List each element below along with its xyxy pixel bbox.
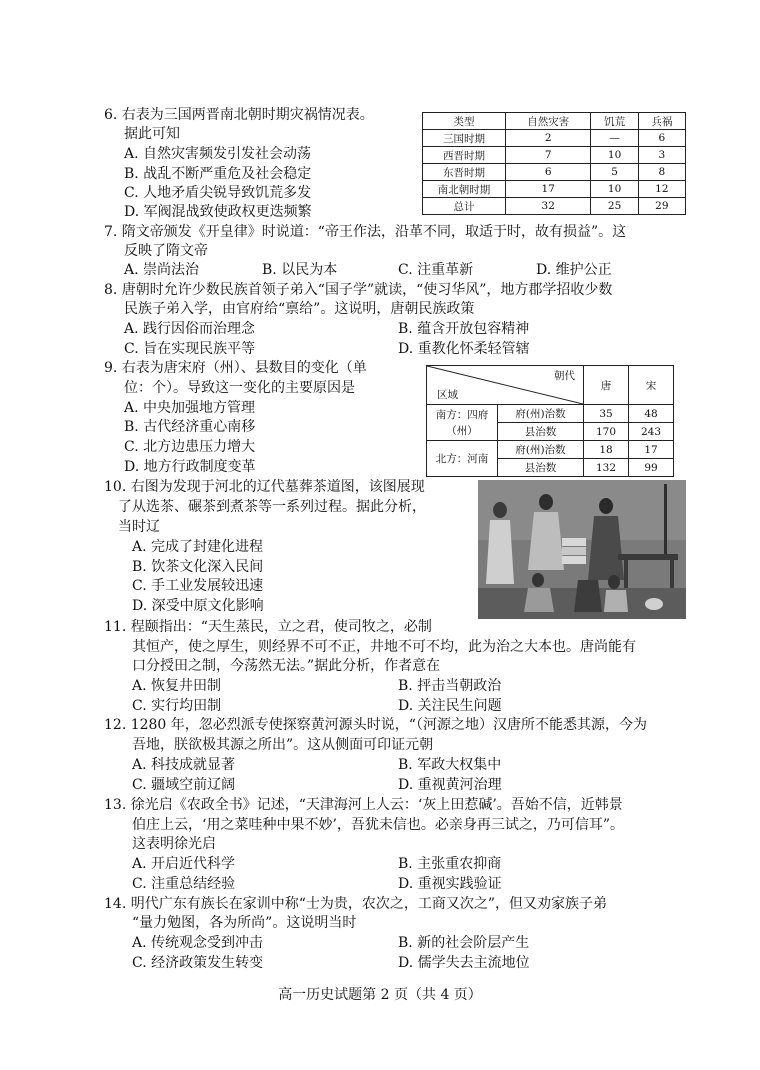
q14-option-b: B. 新的社会阶层产生	[398, 935, 530, 951]
q7-option-b: B. 以民为本	[262, 262, 338, 278]
table-cell: 西晋时期	[423, 147, 506, 164]
q9-option-b: B. 古代经济重心南移	[124, 419, 256, 435]
table-cell: 3	[638, 147, 685, 164]
q6-stem-line2: 据此可知	[124, 126, 180, 142]
table-row	[423, 198, 686, 215]
table-cell: 17	[629, 441, 674, 459]
table-cell: 5	[591, 164, 638, 181]
q11-stem-line1: 11. 程颐指出：“天生蒸民，立之君，使司牧之，必制	[104, 619, 432, 635]
table-header: 自然灾害	[506, 113, 591, 130]
q8-option-d: D. 重教化怀柔轻管辖	[398, 341, 530, 357]
q7-option-a: A. 崇尚法治	[124, 262, 200, 278]
q8-stem-line2: 民族子弟入学，由官府给“禀给”。这说明，唐朝民族政策	[124, 301, 475, 317]
q9-county-table	[426, 365, 674, 477]
q10-option-c: C. 手工业发展较迅速	[132, 578, 264, 594]
table-cell: 35	[584, 405, 629, 423]
table-cell: 8	[638, 164, 685, 181]
q14-stem-line1: 14. 明代广东有族长在家训中称“士为贵，农次之，工商又次之”，但又劝家族子弟	[104, 896, 608, 912]
region-south-line1: 南方：四府	[435, 408, 489, 421]
table-cell: 132	[584, 459, 629, 477]
corner-label-bottom: 区域	[437, 389, 458, 401]
liao-tea-mural-image	[478, 480, 686, 619]
q10-option-a: A. 完成了封建化进程	[132, 539, 264, 555]
q14-option-d: D. 儒学失去主流地位	[398, 955, 530, 971]
table-cell: 府(州)治数	[498, 441, 584, 459]
table-cell: 10	[591, 181, 638, 198]
q13-stem-line2: 伯庄上云，‘用之菜哇种中果不妙’，吾犹未信也。必亲身再三试之，乃可信耳”。	[132, 817, 625, 833]
q11-stem-line3: 口分授田之制，今荡然无法。”据此分析，作者意在	[132, 658, 441, 674]
q10-option-b: B. 饮茶文化深入民间	[132, 559, 264, 575]
q12-option-d: D. 重视黄河治理	[398, 777, 502, 793]
table-header: 类型	[423, 113, 506, 130]
table-cell: —	[591, 130, 638, 147]
q7-option-c: C. 注重革新	[398, 262, 474, 278]
table-row	[427, 441, 674, 459]
q9-option-a: A. 中央加强地方管理	[124, 400, 256, 416]
table-cell: 10	[591, 147, 638, 164]
table-cell: 32	[506, 198, 591, 215]
region-south-line2: （州）	[446, 424, 478, 437]
q10-stem-line2: 了从选茶、碾茶到煮茶等一系列过程。据此分析，	[118, 499, 426, 515]
corner-label-top: 朝代	[554, 370, 575, 382]
table-header: 宋	[629, 366, 674, 405]
q13-stem-line1: 13. 徐光启《农政全书》记述，“天津海河上人云：‘灰上田惹碱’。吾始不信，近韩景	[104, 797, 623, 813]
table-header-row	[423, 113, 686, 130]
q8-option-c: C. 旨在实现民族平等	[124, 341, 256, 357]
q9-option-d: D. 地方行政制度变革	[124, 459, 256, 475]
q7-stem-line2: 反映了隋文帝	[124, 243, 208, 259]
q11-option-d: D. 关注民生问题	[398, 698, 502, 714]
table-cell: 18	[584, 441, 629, 459]
q11-option-a: A. 恢复井田制	[132, 678, 222, 694]
table-row	[423, 147, 686, 164]
table-cell: 县治数	[498, 459, 584, 477]
q11-stem-line2: 其恒产，使之厚生，则经界不可不正，井地不可不均，此为治之大本也。唐尚能有	[132, 639, 636, 655]
region-south	[427, 405, 498, 441]
q12-stem-line1: 12. 1280 年，忽必烈派专使探察黄河源头时说，“（河源之地）汉唐所不能悉其源，今为	[104, 717, 647, 733]
table-cell: 243	[629, 423, 674, 441]
table-cell: 三国时期	[423, 130, 506, 147]
q8-stem-line1: 8. 唐朝时允许少数民族首领子弟入“国子学”就读，“使习华风”，地方郡学招收少数	[104, 282, 613, 298]
q9-stem-line2: 位：个）。导致这一变化的主要原因是	[124, 380, 355, 396]
q7-option-d: D. 维护公正	[536, 262, 612, 278]
q13-stem-line3: 这表明徐光启	[132, 836, 216, 852]
table-cell: 17	[506, 181, 591, 198]
table-cell: 2	[506, 130, 591, 147]
q6-option-c: C. 人地矛盾尖锐导致饥荒多发	[124, 185, 312, 201]
table-row	[423, 130, 686, 147]
q6-stem-line1: 6. 右表为三国两晋南北朝时期灾祸情况表。	[104, 107, 374, 123]
table-cell: 县治数	[498, 423, 584, 441]
q14-option-c: C. 经济政策发生转变	[132, 955, 264, 971]
table-header: 兵祸	[638, 113, 685, 130]
table-cell: 12	[638, 181, 685, 198]
table-cell: 总计	[423, 198, 506, 215]
q10-option-d: D. 深受中原文化影响	[132, 598, 264, 614]
q11-option-b: B. 抨击当朝政治	[398, 678, 502, 694]
q7-stem-line1: 7. 隋文帝颁发《开皇律》时说道：“帝王作法，沿革不同，取适于时，故有损益”。这	[104, 224, 627, 240]
q14-stem-line2: “量力勉图，各为所尚”。这说明当时	[132, 915, 357, 931]
q6-disaster-table	[422, 112, 686, 215]
table-header: 唐	[584, 366, 629, 405]
q13-option-b: B. 主张重农抑商	[398, 856, 502, 872]
q8-option-b: B. 蕴含开放包容精神	[398, 321, 530, 337]
q12-option-a: A. 科技成就显著	[132, 757, 236, 773]
q9-option-c: C. 北方边患压力增大	[124, 439, 256, 455]
q9-stem-line1: 9. 右表为唐宋府（州）、县数目的变化（单	[104, 360, 367, 376]
table-row	[427, 405, 674, 423]
table-cell: 东晋时期	[423, 164, 506, 181]
table-cell: 7	[506, 147, 591, 164]
table-header-row	[427, 366, 674, 405]
q10-stem-line3: 当时辽	[118, 519, 160, 535]
table-cell: 6	[638, 130, 685, 147]
table-cell: 99	[629, 459, 674, 477]
table-cell: 48	[629, 405, 674, 423]
table-cell: 南北朝时期	[423, 181, 506, 198]
q6-option-b: B. 战乱不断严重危及社会稳定	[124, 166, 312, 182]
q12-option-c: C. 疆域空前辽阔	[132, 777, 236, 793]
table-cell: 府(州)治数	[498, 405, 584, 423]
q12-option-b: B. 军政大权集中	[398, 757, 502, 773]
table-cell: 29	[638, 198, 685, 215]
table-cell: 25	[591, 198, 638, 215]
table-row	[423, 164, 686, 181]
q6-option-a: A. 自然灾害频发引发社会动荡	[124, 146, 312, 162]
q10-stem-line1: 10. 右图为发现于河北的辽代墓葬茶道图，该图展现	[104, 479, 425, 495]
mural-illustration	[478, 480, 686, 619]
q13-option-d: D. 重视实践验证	[398, 876, 502, 892]
q8-option-a: A. 践行因俗而治理念	[124, 321, 256, 337]
table-row	[423, 181, 686, 198]
q11-option-c: C. 实行均田制	[132, 698, 222, 714]
q13-option-a: A. 开启近代科学	[132, 856, 236, 872]
table-cell: 170	[584, 423, 629, 441]
table-diagonal-header	[427, 366, 584, 405]
q6-option-d: D. 军阀混战致使政权更迭频繁	[124, 204, 312, 220]
table-cell: 6	[506, 164, 591, 181]
table-header: 饥荒	[591, 113, 638, 130]
q13-option-c: C. 注重总结经验	[132, 876, 236, 892]
q14-option-a: A. 传统观念受到冲击	[132, 935, 264, 951]
page-footer: 高一历史试题第 2 页（共 4 页）	[278, 987, 482, 1003]
q12-stem-line2: 吾地，朕欲极其源之所出”。这从侧面可印证元朝	[132, 737, 434, 753]
region-north: 北方：河南	[427, 441, 498, 477]
